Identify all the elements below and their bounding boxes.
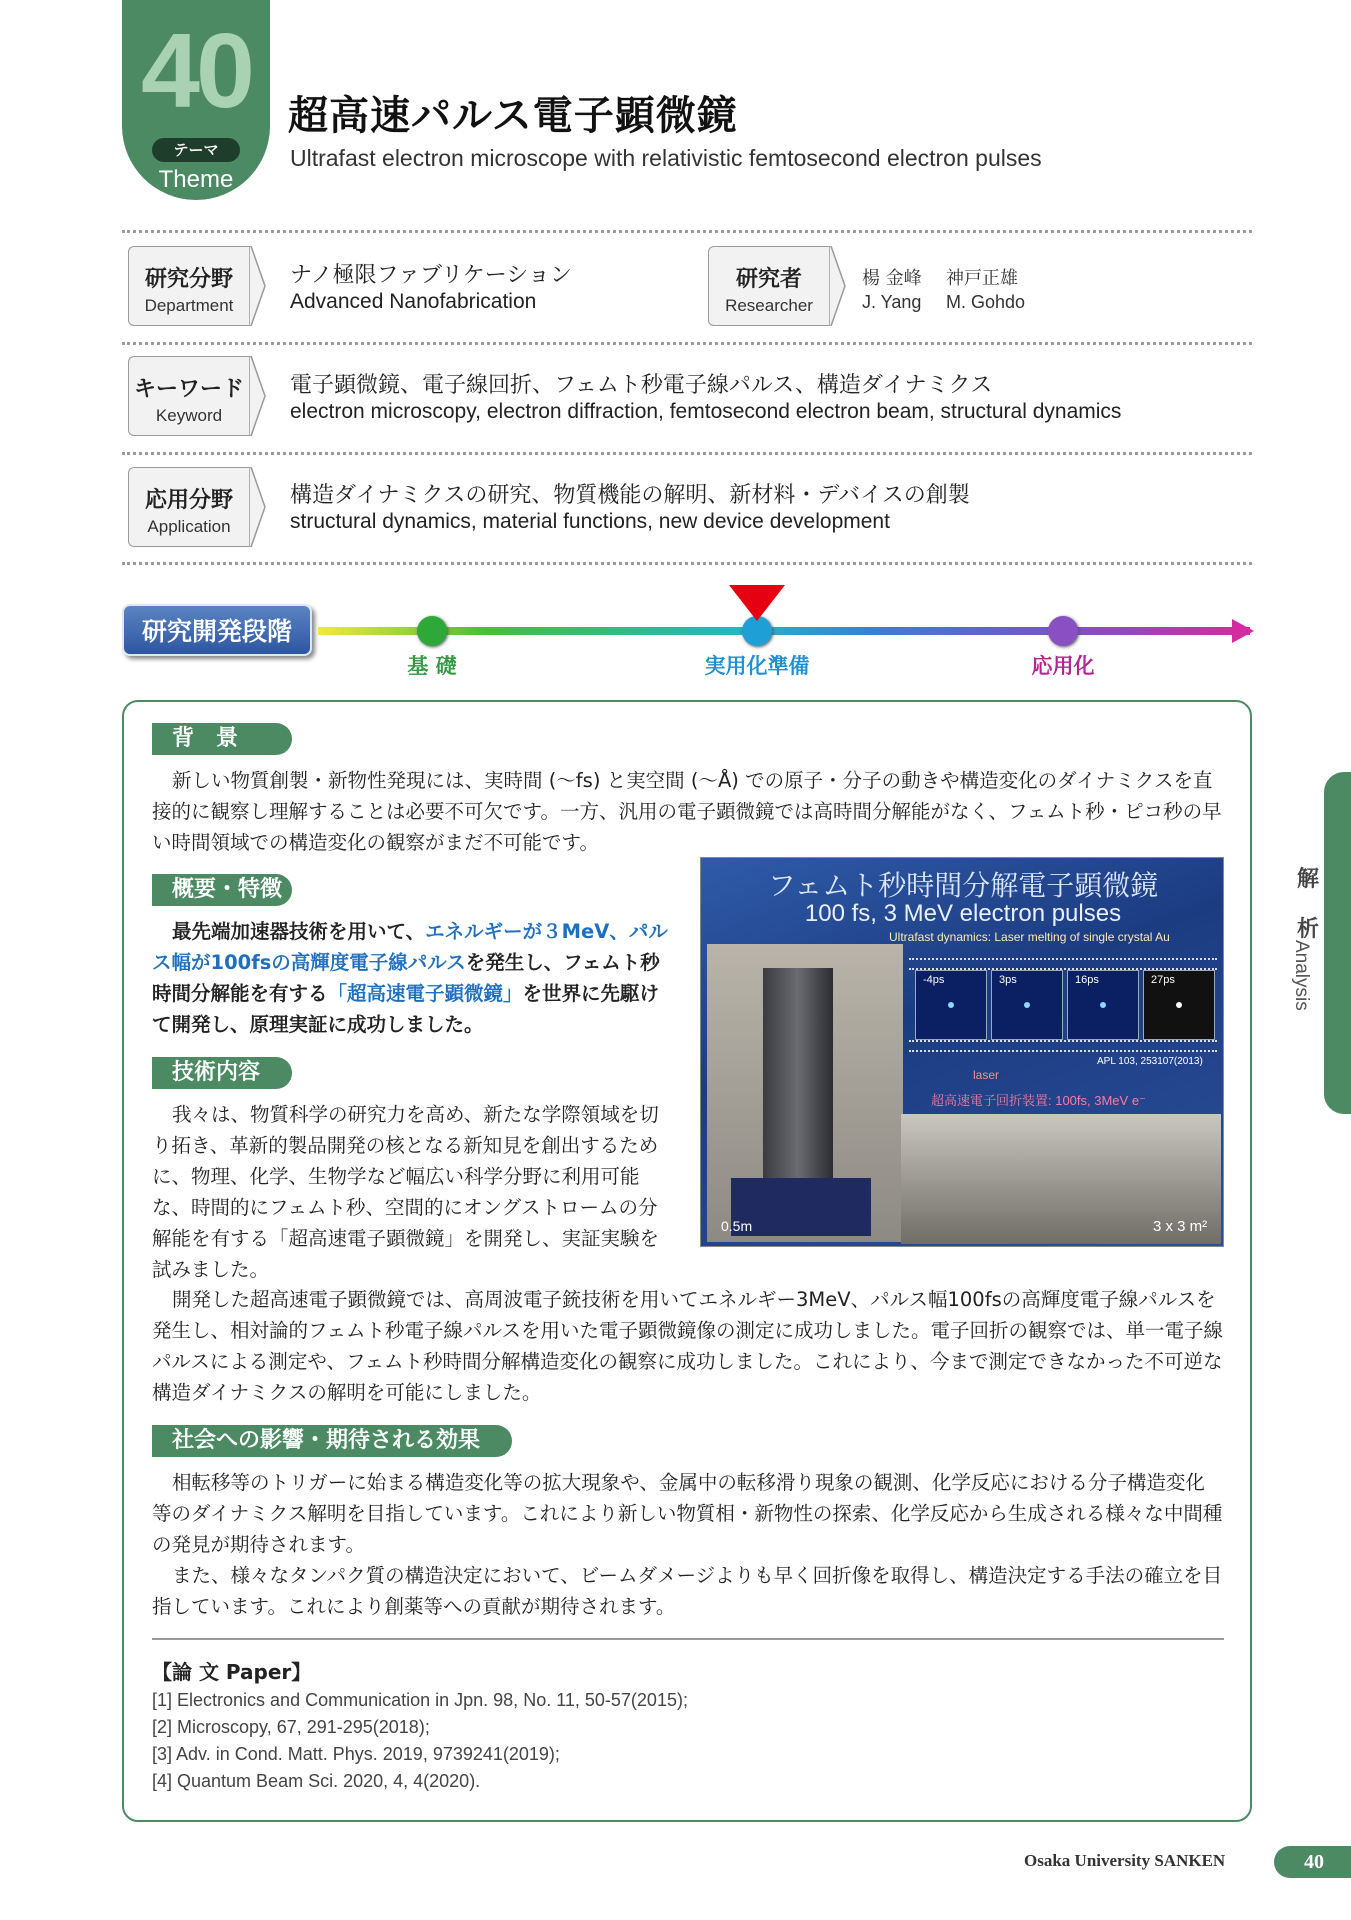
frame-label: -4ps xyxy=(923,974,945,986)
paper-ref: [3] Adv. in Cond. Matt. Phys. 2019, 9739241(2019); xyxy=(152,1744,560,1764)
section-heading-technology: 技術内容 xyxy=(152,1057,292,1089)
paper-ref: [2] Microscopy, 67, 291-295(2018); xyxy=(152,1717,430,1737)
stage-label-basic: 基 礎 xyxy=(407,654,457,678)
divider xyxy=(122,452,1252,455)
photo-title-en: 100 fs, 3 MeV electron pulses xyxy=(804,900,1122,927)
stage-label-practical: 実用化準備 xyxy=(704,654,810,678)
side-label-jp: 解 xyxy=(1296,867,1319,892)
scale-label: 0.5m xyxy=(721,1218,753,1234)
department-value-en: Advanced Nanofabrication xyxy=(290,290,537,313)
researcher-name-en: M. Gohdo xyxy=(946,292,1026,312)
papers-heading: 【論 文 Paper】 xyxy=(152,1660,312,1684)
frame-label: 16ps xyxy=(1075,974,1099,986)
film-strip xyxy=(909,1040,1217,1052)
tag-arrow xyxy=(249,356,267,436)
photo-reference: APL 103, 253107(2013) xyxy=(1097,1056,1203,1067)
application-tag-jp: 応用分野 xyxy=(144,488,233,513)
stage-dot-basic xyxy=(417,616,447,646)
tag-arrow xyxy=(249,467,267,547)
background-text: 新しい物質創製・新物性発現には、実時間 (〜fs) と実空間 (〜Å) での原子・分子の動きや構造変化のダイナミクスを直接的に観察し理解することは必要不可欠です。一方、汎用の電子顕微鏡では高時間分解能がなく、フェムト秒・ピコ秒の早い時間領域での構造変化の観察がまだ不可能です。 xyxy=(152,769,1222,854)
department-tag-en: Department xyxy=(144,296,234,315)
researcher-tag-jp: 研究者 xyxy=(735,267,802,292)
researcher-name-en: J. Yang xyxy=(862,292,922,312)
photo-title-jp: フェムト秒時間分解電子顕微鏡 xyxy=(767,869,1159,902)
department-value-jp: ナノ極限ファブリケーション xyxy=(290,263,572,288)
researcher-name-jp: 神戸正雄 xyxy=(946,268,1018,289)
stage-dot-applied xyxy=(1048,616,1078,646)
tag-arrow xyxy=(829,246,847,326)
keyword-value-jp: 電子顕微鏡、電子線回折、フェムト秒電子線パルス、構造ダイナミクス xyxy=(290,373,993,398)
technology-text-1: 我々は、物質科学の研究力を高め、新たな学際領域を切り拓き、革新的製品開発の核となる新知見を創出するために、物理、化学、生物学など幅広い科学分野に利用可能な、時間的にフェムト秒、空間的にオングストロームの分解能を有する「超高速電子顕微鏡」を開発し、実証実験を試みました。 xyxy=(152,1103,660,1281)
divider xyxy=(122,342,1252,345)
impact-text-1: 相転移等のトリガーに始まる構造変化等の拡大現象や、金属中の転移滑り現象の観測、化学反応における分子構造変化等のダイナミクス解明を目指しています。これにより新しい物質相・新物性の探索、化学反応から生成される様々な中間種の発見が期待されます。 xyxy=(152,1471,1223,1556)
page-subtitle: Ultrafast electron microscope with relativistic femtosecond electron pulses xyxy=(290,145,1042,171)
researcher-tag-en: Researcher xyxy=(725,296,813,315)
microscope-column xyxy=(763,968,833,1204)
side-label-jp: 析 xyxy=(1296,917,1319,942)
paper-ref: [1] Electronics and Communication in Jpn. 98, No. 11, 50-57(2015); xyxy=(152,1690,688,1710)
section-heading-impact: 社会への影響・期待される効果 xyxy=(152,1425,512,1457)
application-tag-en: Application xyxy=(147,517,231,536)
theme-number: 40 xyxy=(141,12,251,130)
device-label: 超高速電子回折装置: 100fs, 3MeV e⁻ xyxy=(931,1093,1146,1108)
stage-arrow-tip xyxy=(1232,619,1254,643)
footer-text: Osaka University SANKEN xyxy=(1024,1851,1226,1870)
current-stage-marker xyxy=(729,585,785,621)
theme-label-jp: テーマ xyxy=(152,138,240,162)
page-number: 40 xyxy=(1274,1846,1351,1878)
laser-label: laser xyxy=(973,1068,1000,1082)
divider xyxy=(122,230,1252,233)
stage-label-applied: 応用化 xyxy=(1031,654,1095,678)
section-heading-background: 背 景 xyxy=(152,723,292,755)
application-value-jp: 構造ダイナミクスの研究、物質機能の解明、新材料・デバイスの創製 xyxy=(290,483,970,508)
keyword-tag-en: Keyword xyxy=(155,406,223,425)
side-label-en: Analysis xyxy=(1291,940,1312,1011)
page-title: 超高速パルス電子顕微鏡 xyxy=(288,93,738,139)
keyword-tag-jp: キーワード xyxy=(133,377,244,402)
overview-text: 最先端加速器技術を用いて、エネルギーが３MeV、パルス幅が100fsの高輝度電子線パルスを発生し、フェムト秒時間分解能を有する「超高速電子顕微鏡」を世界に先駆けて開発し、原理実証に成功しました。 xyxy=(152,920,668,1036)
keyword-value-en: electron microscopy, electron diffraction, femtosecond electron beam, structural dynamics xyxy=(290,400,1122,423)
divider xyxy=(122,562,1252,565)
stage-bar xyxy=(318,627,1250,635)
paper-ref: [4] Quantum Beam Sci. 2020, 4, 4(2020). xyxy=(152,1771,481,1791)
microscope-photo xyxy=(700,857,1224,1247)
film-strip xyxy=(909,958,1217,970)
application-value-en: structural dynamics, material functions, new device development xyxy=(290,510,890,533)
photo-caption: Ultrafast dynamics: Laser melting of single crystal Au xyxy=(889,930,1170,944)
tag-arrow xyxy=(249,246,267,326)
side-tab xyxy=(1324,772,1351,1114)
theme-label-en: Theme xyxy=(158,166,234,193)
frame-label: 27ps xyxy=(1151,974,1175,986)
section-heading-overview: 概要・特徴 xyxy=(152,874,292,906)
impact-text-2: また、様々なタンパク質の構造決定において、ビームダメージよりも早く回折像を取得し、構造決定する手法の確立を目指しています。これにより創薬等への貢献が期待されます。 xyxy=(152,1564,1223,1618)
divider xyxy=(152,1638,1224,1640)
technology-text-2: 開発した超高速電子顕微鏡では、高周波電子銃技術を用いてエネルギー3MeV、パルス幅100fsの高輝度電子線パルスを発生し、相対論的フェムト秒電子線パルスを用いた電子顕微鏡像の測定に成功しました。電子回折の観察では、単一電子線パルスによる測定や、フェムト秒時間分解構造変化の観察に成功しました。これにより、今まで測定できなかった不可逆な構造ダイナミクスの解明を可能にしました。 xyxy=(152,1288,1223,1404)
researcher-name-jp: 楊 金峰 xyxy=(862,268,922,289)
stage-button: 研究開発段階 xyxy=(122,604,312,656)
area-label: 3 x 3 m² xyxy=(1153,1218,1208,1235)
department-tag-jp: 研究分野 xyxy=(144,267,233,292)
frame-label: 3ps xyxy=(999,974,1017,986)
